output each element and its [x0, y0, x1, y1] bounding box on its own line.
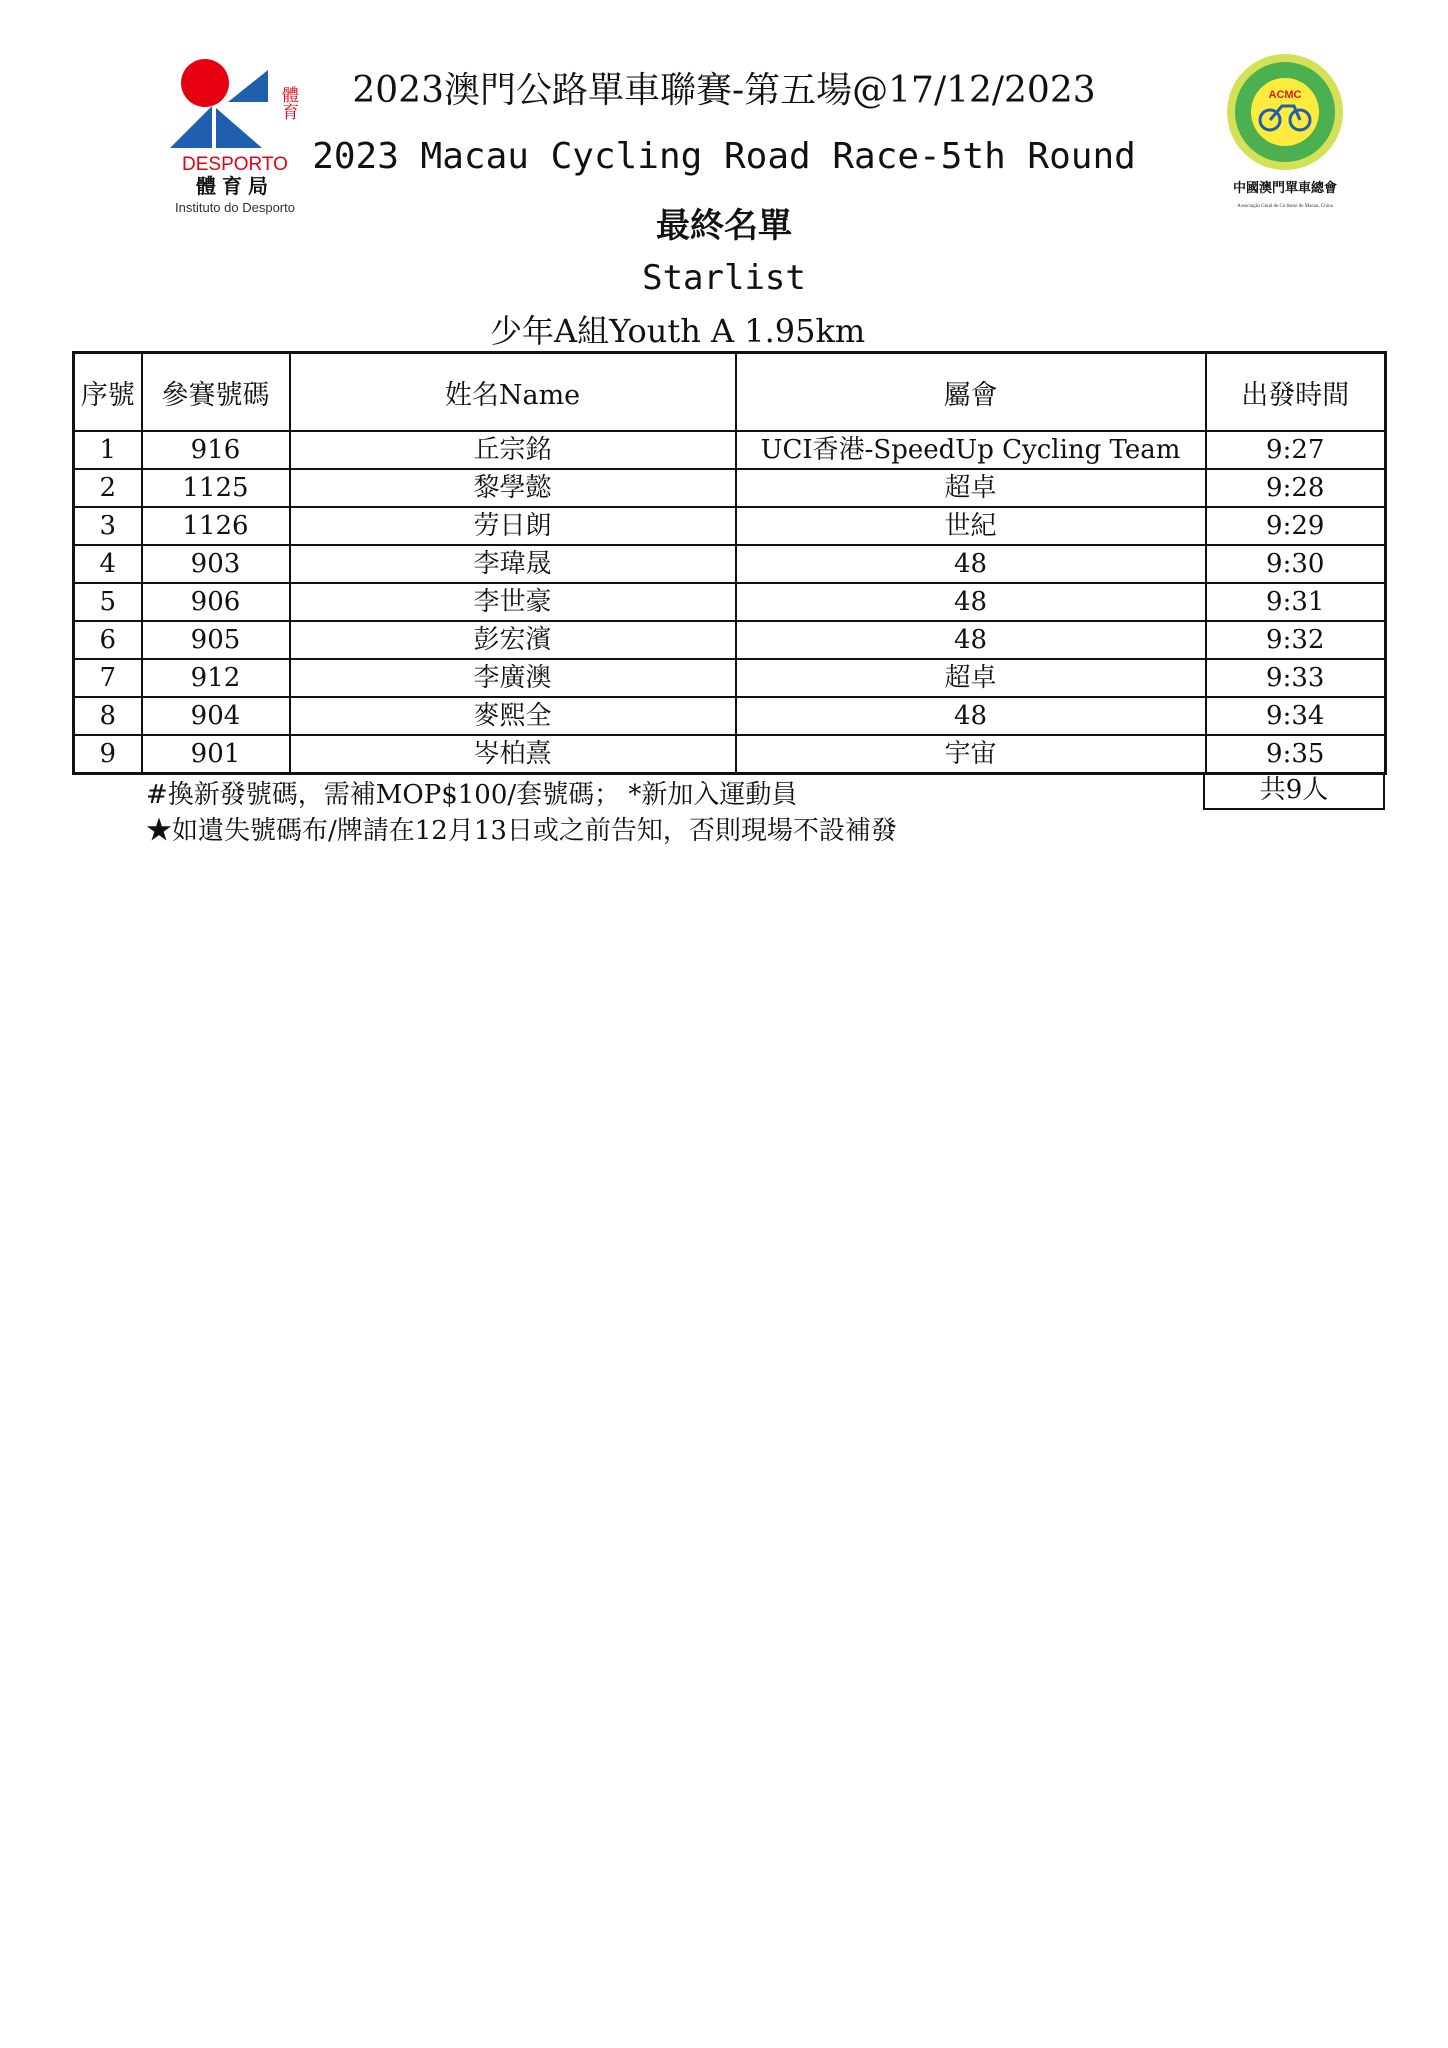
club-cell: 超卓 — [736, 469, 1206, 507]
start-time-cell: 9:30 — [1206, 545, 1386, 583]
bib-cell: 905 — [142, 621, 290, 659]
club-cell: 48 — [736, 697, 1206, 735]
club-cell: 48 — [736, 545, 1206, 583]
start-time-cell: 9:28 — [1206, 469, 1386, 507]
desporto-chinese-name: 體育局 — [196, 174, 274, 198]
start-time-cell: 9:33 — [1206, 659, 1386, 697]
start-list-table — [72, 351, 1387, 775]
column-header-start-time: 出發時間 — [1206, 353, 1386, 432]
table-row — [74, 469, 1386, 507]
order-cell: 2 — [74, 469, 142, 507]
bib-cell: 1126 — [142, 507, 290, 545]
lost-bib-note: ★如遺失號碼布/牌請在12月13日或之前告知，否則現場不設補發 — [146, 816, 897, 846]
desporto-brand: DESPORTO — [182, 154, 288, 175]
table-row — [74, 697, 1386, 735]
order-cell: 9 — [74, 735, 142, 774]
order-cell: 1 — [74, 431, 142, 469]
club-cell: 48 — [736, 583, 1206, 621]
start-time-cell: 9:34 — [1206, 697, 1386, 735]
bib-cell: 1125 — [142, 469, 290, 507]
club-cell: UCI香港-SpeedUp Cycling Team — [736, 431, 1206, 469]
acmc-chinese-name: 中國澳門單車總會 — [1232, 181, 1338, 196]
table-row — [74, 583, 1386, 621]
name-cell: 李廣澳 — [290, 659, 736, 697]
club-cell: 宇宙 — [736, 735, 1206, 774]
event-title-english: 2023 Macau Cycling Road Race-5th Round — [312, 136, 1136, 177]
column-header-club: 屬會 — [736, 353, 1206, 432]
name-cell: 彭宏濱 — [290, 621, 736, 659]
start-time-cell: 9:31 — [1206, 583, 1386, 621]
order-cell: 3 — [74, 507, 142, 545]
desporto-institution-name: Instituto do Desporto — [175, 200, 295, 215]
bib-cell: 903 — [142, 545, 290, 583]
column-header-order: 序號 — [74, 353, 142, 432]
bib-replacement-note: #換新發號碼，需補MOP$100/套號碼； *新加入運動員 — [146, 780, 798, 810]
bib-cell: 916 — [142, 431, 290, 469]
order-cell: 8 — [74, 697, 142, 735]
start-time-cell: 9:35 — [1206, 735, 1386, 774]
name-cell: 劳日朗 — [290, 507, 736, 545]
order-cell: 5 — [74, 583, 142, 621]
start-time-cell: 9:32 — [1206, 621, 1386, 659]
list-title-chinese: 最終名單 — [656, 206, 792, 246]
table-row — [74, 621, 1386, 659]
list-title-english: Starlist — [642, 258, 806, 298]
name-cell: 李瑋晟 — [290, 545, 736, 583]
name-cell: 麥熙全 — [290, 697, 736, 735]
start-time-cell: 9:27 — [1206, 431, 1386, 469]
table-row — [74, 545, 1386, 583]
table-row — [74, 507, 1386, 545]
bib-cell: 901 — [142, 735, 290, 774]
bib-cell: 904 — [142, 697, 290, 735]
name-cell: 黎學懿 — [290, 469, 736, 507]
order-cell: 6 — [74, 621, 142, 659]
table-header-row — [74, 353, 1386, 432]
event-title-chinese: 2023澳門公路單車聯賽-第五場@17/12/2023 — [352, 70, 1096, 111]
total-count: 共9人 — [1203, 772, 1385, 810]
start-time-cell: 9:29 — [1206, 507, 1386, 545]
table-row — [74, 735, 1386, 774]
column-header-bib: 參賽號碼 — [142, 353, 290, 432]
club-cell: 48 — [736, 621, 1206, 659]
name-cell: 岑柏熹 — [290, 735, 736, 774]
category-title: 少年A組Youth A 1.95km — [490, 312, 866, 350]
name-cell: 李世豪 — [290, 583, 736, 621]
table-row — [74, 659, 1386, 697]
club-cell: 超卓 — [736, 659, 1206, 697]
acmc-brand: ACMC — [1268, 89, 1302, 101]
table-row — [74, 431, 1386, 469]
name-cell: 丘宗銘 — [290, 431, 736, 469]
acmc-portuguese-name: Associação Geral de Ciclismo de Macau, China — [1237, 204, 1333, 209]
order-cell: 7 — [74, 659, 142, 697]
logo-side-chars: 體育 — [278, 86, 298, 120]
order-cell: 4 — [74, 545, 142, 583]
club-cell: 世紀 — [736, 507, 1206, 545]
bib-cell: 912 — [142, 659, 290, 697]
column-header-name: 姓名Name — [290, 353, 736, 432]
bib-cell: 906 — [142, 583, 290, 621]
